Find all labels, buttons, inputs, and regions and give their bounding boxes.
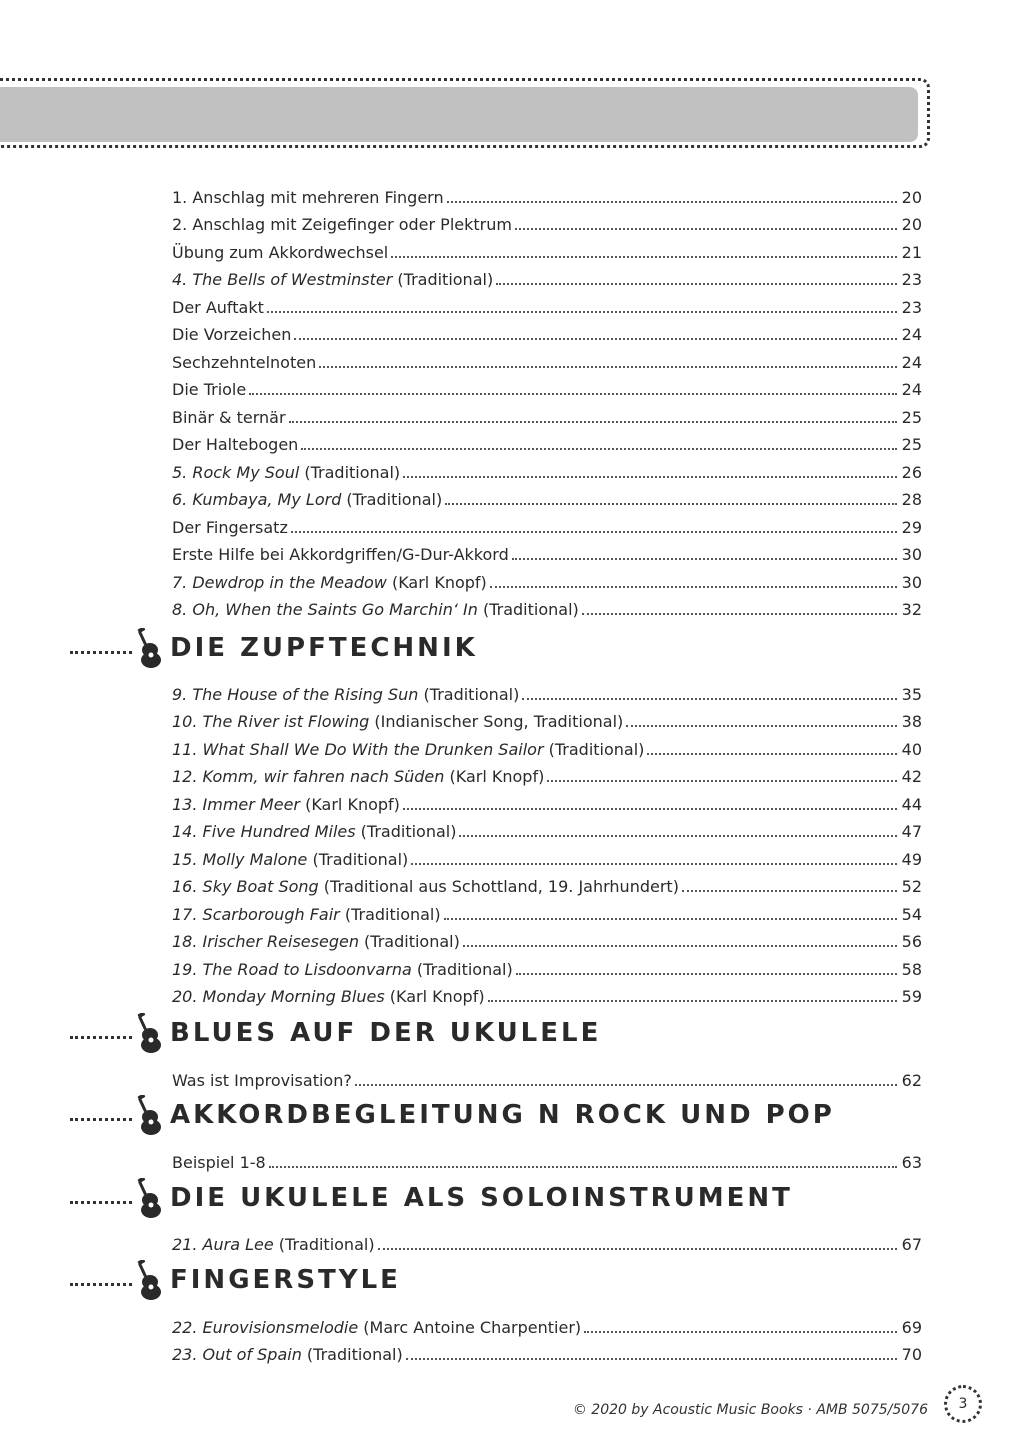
toc-entry [172, 428, 922, 456]
dot-leader [406, 1358, 897, 1360]
toc-entry-title: Beispiel 1-8 [172, 1152, 266, 1172]
toc-page-number: 30 [901, 545, 922, 564]
toc-entry-title: 6. Kumbaya, My Lord [172, 490, 342, 509]
toc-page-number: 20 [901, 187, 922, 207]
dot-leader [547, 780, 897, 782]
toc-entry-text [172, 600, 579, 620]
toc-entry-note: (Traditional) [411, 959, 513, 979]
toc-entry-text [172, 490, 442, 510]
dot-leader [459, 835, 897, 837]
section-title: AKKORDBEGLEITUNG N ROCK UND POP [170, 1100, 835, 1130]
dot-leader [411, 863, 897, 865]
section-heading-2 [70, 1095, 835, 1135]
toc-page-number: 25 [901, 407, 922, 427]
toc-page-number: 62 [901, 1070, 922, 1090]
toc-entry-text [172, 1318, 581, 1338]
toc-entry-title: Die Triole [172, 380, 247, 399]
dot-leader [582, 613, 897, 615]
dot-leader [512, 558, 897, 560]
toc-page-number: 24 [901, 352, 922, 372]
dot-leader [291, 531, 897, 533]
toc-entry [172, 842, 922, 870]
toc-entry [172, 208, 922, 236]
toc-entry [172, 787, 922, 815]
page-number-badge [944, 1385, 982, 1423]
toc-entry-title: 13. Immer Meer [172, 794, 300, 814]
toc-entry-note: (Traditional) [358, 932, 460, 951]
section-title: FINGERSTYLE [170, 1265, 401, 1295]
toc-entry-text [172, 353, 316, 373]
toc-entry [172, 980, 922, 1008]
toc-entry-note: (Karl Knopf) [300, 794, 400, 814]
section-dots [70, 1201, 132, 1204]
toc-entry-text [172, 518, 288, 538]
toc-entry-note: (Traditional) [392, 270, 494, 289]
toc-entry [172, 180, 922, 208]
toc-entry [172, 593, 922, 621]
toc-entry-text [172, 712, 623, 732]
header-band [0, 87, 918, 142]
toc-entry-text [172, 270, 493, 290]
section-heading-4 [70, 1260, 401, 1300]
toc-entry [172, 925, 922, 953]
toc-page-number: 58 [901, 959, 922, 979]
toc-entry-text [172, 243, 388, 263]
dot-leader [463, 945, 897, 947]
toc-entry-note: (Karl Knopf) [386, 572, 487, 592]
toc-page-number: 44 [901, 794, 922, 814]
toc-entry [172, 1338, 922, 1366]
toc-entry-text [172, 1235, 375, 1255]
toc-entry-title: 5. Rock My Soul [172, 462, 300, 482]
toc-entry-text [172, 877, 679, 897]
toc-entry-note: (Traditional) [543, 739, 645, 759]
dot-leader [267, 311, 897, 313]
toc-section-list-4 [172, 1310, 922, 1365]
toc-page-number: 59 [901, 987, 922, 1006]
toc-entry-title: 21. Aura Lee [172, 1234, 274, 1254]
toc-entry-note: (Traditional) [339, 904, 441, 924]
toc-entry-title: Übung zum Akkordwechsel [172, 242, 389, 262]
toc-page-number: 63 [901, 1152, 922, 1172]
dot-leader [269, 1166, 897, 1168]
toc-entry-text [172, 905, 441, 925]
dot-leader [355, 1084, 897, 1086]
toc-entry-title: 23. Out of Spain [172, 1345, 302, 1364]
page-number: 3 [958, 1396, 968, 1412]
section-dots [70, 1283, 132, 1286]
dot-leader [515, 228, 897, 230]
dot-leader [490, 586, 897, 588]
toc-entry-title: 1. Anschlag mit mehreren Fingern [172, 187, 444, 207]
toc-entry [172, 705, 922, 733]
toc-page-number: 67 [901, 1234, 922, 1254]
ukulele-icon [134, 1013, 162, 1053]
toc-entry-note: (Traditional) [301, 1345, 403, 1364]
toc-page-number: 32 [901, 600, 922, 619]
section-heading-0 [70, 628, 478, 668]
toc-entry-title: Die Vorzeichen [172, 325, 292, 344]
toc-entry-text [172, 685, 519, 705]
toc-entry-note: (Karl Knopf) [444, 767, 545, 786]
dot-leader [522, 698, 897, 700]
toc-entry [172, 290, 922, 318]
toc-page-number: 28 [901, 490, 922, 509]
section-dots [70, 1118, 132, 1121]
toc-entry-note: (Traditional) [477, 600, 579, 619]
toc-page-number: 52 [901, 877, 922, 896]
toc-entry [172, 1227, 922, 1255]
toc-page-number: 21 [901, 242, 922, 262]
toc-page-number: 26 [901, 462, 922, 482]
toc-entry [172, 565, 922, 593]
toc-entry [172, 235, 922, 263]
dot-leader [584, 1331, 897, 1333]
toc-entry-title: 17. Scarborough Fair [172, 904, 340, 924]
section-title: DIE UKULELE ALS SOLOINSTRUMENT [170, 1183, 793, 1213]
toc-entry-text [172, 215, 512, 235]
toc-entry-text [172, 298, 264, 318]
toc-entry-title: Binär & ternär [172, 407, 286, 427]
dot-leader [249, 393, 897, 395]
toc-entry [172, 677, 922, 705]
toc-page-number: 69 [901, 1317, 922, 1337]
toc-page-number: 47 [901, 822, 922, 841]
toc-entry-title: 2. Anschlag mit Zeigefinger oder Plektrum [172, 215, 512, 234]
toc-entry-title: 19. The Road to Lisdoonvarna [172, 959, 412, 979]
dot-leader [488, 1000, 897, 1002]
toc-entry [172, 373, 922, 401]
footer-copyright: © 2020 by Acoustic Music Books · AMB 5075/5076 [572, 1402, 928, 1418]
toc-entry-text [172, 188, 444, 208]
toc-entry-text [172, 1153, 266, 1173]
toc-entry-note: (Traditional) [355, 822, 457, 841]
toc-page-number: 49 [901, 849, 922, 869]
toc-section-list-1 [172, 1063, 922, 1091]
dot-leader [403, 476, 897, 478]
toc-entry [172, 318, 922, 346]
toc-entry-title: 7. Dewdrop in the Meadow [172, 572, 387, 592]
toc-entry-title: 14. Five Hundred Miles [172, 822, 356, 841]
toc-entry [172, 263, 922, 291]
toc-entry-title: 22. Eurovisionsmelodie [172, 1317, 359, 1337]
toc-entry-title: Was ist Improvisation? [172, 1070, 352, 1090]
toc-entry-title: Sechzehntelnoten [172, 352, 317, 372]
dot-leader [444, 918, 897, 920]
dot-leader [378, 1248, 897, 1250]
toc-entry-title: 12. Komm, wir fahren nach Süden [172, 767, 445, 786]
toc-entry [172, 870, 922, 898]
toc-entry [172, 400, 922, 428]
toc-page-number: 38 [901, 712, 922, 731]
toc-page-number: 40 [901, 739, 922, 759]
toc-entry-text [172, 325, 291, 345]
toc-entry-text [172, 767, 544, 787]
dot-leader [319, 366, 897, 368]
toc-entry-text [172, 545, 509, 565]
toc-entry-text [172, 463, 400, 483]
toc-entry [172, 538, 922, 566]
toc-entry-text [172, 1071, 352, 1091]
toc-entry-title: 8. Oh, When the Saints Go Marchin‘ In [172, 600, 478, 619]
toc-entry-text [172, 932, 460, 952]
section-dots [70, 651, 132, 654]
dot-leader [403, 808, 897, 810]
toc-page-number: 23 [901, 270, 922, 289]
toc-entry-text [172, 408, 286, 428]
dot-leader [391, 256, 897, 258]
toc-entry [172, 952, 922, 980]
toc-page-number: 20 [901, 215, 922, 234]
toc-entry [172, 455, 922, 483]
toc-entry-title: Der Auftakt [172, 297, 264, 317]
toc-entry-text [172, 435, 298, 455]
toc-entry [172, 345, 922, 373]
dot-leader [445, 503, 897, 505]
toc-page-number: 56 [901, 932, 922, 951]
ukulele-icon [134, 1178, 162, 1218]
toc-entry-note: (Traditional) [299, 462, 401, 482]
dot-leader [294, 338, 897, 340]
toc-intro-list [172, 180, 922, 620]
toc-page-number: 23 [901, 297, 922, 317]
toc-entry-title: 4. The Bells of Westminster [172, 270, 393, 289]
toc-section-list-3 [172, 1227, 922, 1255]
section-heading-1 [70, 1013, 601, 1053]
toc-entry [172, 760, 922, 788]
dot-leader [626, 725, 897, 727]
toc-entry-note: (Traditional) [341, 490, 443, 509]
toc-entry [172, 510, 922, 538]
toc-entry-title: 20. Monday Morning Blues [172, 987, 385, 1006]
toc-entry-title: Der Haltebogen [172, 435, 299, 454]
dot-leader [647, 753, 897, 755]
dot-leader [496, 283, 897, 285]
toc-entry [172, 897, 922, 925]
toc-entry-text [172, 822, 456, 842]
toc-entry-text [172, 1345, 403, 1365]
toc-page-number: 25 [901, 435, 922, 454]
toc-section-list-2 [172, 1145, 922, 1173]
toc-entry-title: 15. Molly Malone [172, 849, 308, 869]
section-title: BLUES AUF DER UKULELE [170, 1018, 602, 1048]
toc-entry-note: (Marc Antoine Charpentier) [358, 1317, 582, 1337]
toc-page-number: 30 [901, 572, 922, 592]
toc-entry-title: 16. Sky Boat Song [172, 877, 319, 896]
toc-entry-text [172, 795, 400, 815]
toc-entry [172, 732, 922, 760]
toc-entry-text [172, 850, 408, 870]
section-dots [70, 1036, 132, 1039]
dot-leader [301, 448, 897, 450]
toc-entry [172, 1310, 922, 1338]
toc-entry-text [172, 987, 485, 1007]
toc-page-number: 24 [901, 380, 922, 399]
toc-entry-text [172, 740, 644, 760]
toc-page-number: 70 [901, 1345, 922, 1364]
toc-page-number: 35 [901, 684, 922, 704]
toc-section-list-0 [172, 677, 922, 1007]
toc-entry-text [172, 380, 246, 400]
toc-entry [172, 483, 922, 511]
toc-entry-title: 9. The House of the Rising Sun [172, 684, 419, 704]
ukulele-icon [134, 1260, 162, 1300]
ukulele-icon [134, 628, 162, 668]
toc-entry-title: 18. Irischer Reisesegen [172, 932, 359, 951]
toc-entry-note: (Indianischer Song, Traditional) [369, 712, 624, 731]
toc-entry-title: Erste Hilfe bei Akkordgriffen/G-Dur-Akkord [172, 545, 509, 564]
toc-entry-text [172, 960, 513, 980]
dot-leader [516, 973, 897, 975]
toc-entry-text [172, 573, 487, 593]
toc-entry-note: (Traditional aus Schottland, 19. Jahrhundert) [318, 877, 679, 896]
section-heading-3 [70, 1178, 793, 1218]
toc-page-number: 54 [901, 904, 922, 924]
toc-entry-title: 11. What Shall We Do With the Drunken Sailor [172, 739, 544, 759]
toc-page-number: 29 [901, 517, 922, 537]
toc-entry-note: (Karl Knopf) [384, 987, 485, 1006]
toc-entry-note: (Traditional) [307, 849, 409, 869]
dot-leader [682, 890, 897, 892]
ukulele-icon [134, 1095, 162, 1135]
section-title: DIE ZUPFTECHNIK [170, 633, 478, 663]
toc-page-number: 42 [901, 767, 922, 786]
dot-leader [447, 201, 897, 203]
toc-entry [172, 1063, 922, 1091]
toc-entry-note: (Traditional) [273, 1234, 375, 1254]
toc-entry-note: (Traditional) [418, 684, 520, 704]
dot-leader [289, 421, 897, 423]
toc-entry [172, 1145, 922, 1173]
toc-entry [172, 815, 922, 843]
toc-entry-title: 10. The River ist Flowing [172, 712, 370, 731]
toc-page-number: 24 [901, 325, 922, 344]
toc-entry-title: Der Fingersatz [172, 517, 288, 537]
